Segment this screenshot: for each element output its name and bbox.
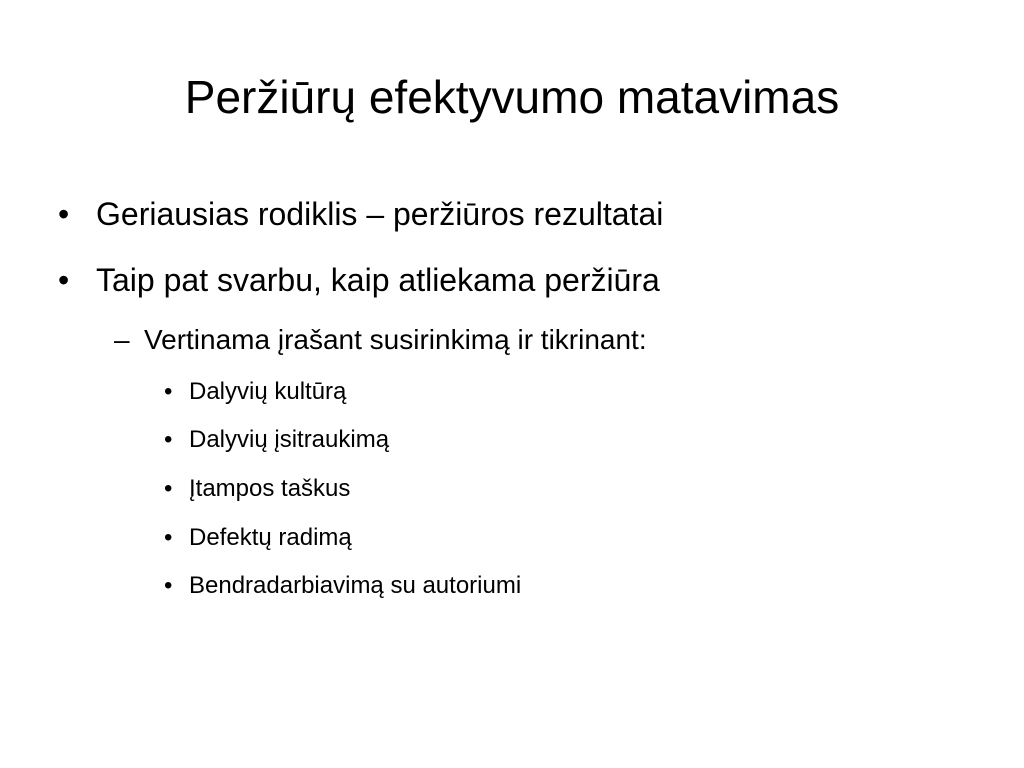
sub-sub-bullet-item — [164, 425, 389, 455]
dash-marker-icon — [114, 323, 144, 357]
sub-bullet-item — [114, 323, 647, 357]
bullet-marker-icon — [164, 377, 189, 407]
bullet-text: Defektų radimą — [189, 524, 352, 551]
bullet-marker-icon — [164, 425, 189, 455]
bullet-text: Dalyvių kultūrą — [189, 378, 347, 405]
bullet-item — [58, 194, 663, 234]
sub-sub-bullet-item — [164, 377, 346, 407]
slide-title: Peržiūrų efektyvumo matavimas — [184, 71, 840, 123]
sub-sub-bullet-item — [164, 474, 350, 504]
bullet-text: Geriausias rodiklis – peržiūros rezultatai — [96, 196, 664, 232]
bullet-marker-icon — [164, 571, 189, 601]
bullet-text: Dalyvių įsitraukimą — [189, 426, 390, 453]
bullet-marker-icon — [58, 260, 96, 300]
bullet-text: Bendradarbiavimą su autoriumi — [189, 572, 522, 599]
bullet-text: Vertinama įrašant susirinkimą ir tikrinant: — [144, 324, 647, 355]
bullet-text: Įtampos taškus — [189, 475, 351, 502]
bullet-text: Taip pat svarbu, kaip atliekama peržiūra — [96, 262, 660, 298]
sub-sub-bullet-item — [164, 523, 352, 553]
sub-sub-bullet-item — [164, 571, 521, 601]
bullet-marker-icon — [164, 474, 189, 504]
bullet-marker-icon — [58, 194, 96, 234]
bullet-marker-icon — [164, 523, 189, 553]
bullet-item — [58, 260, 660, 300]
